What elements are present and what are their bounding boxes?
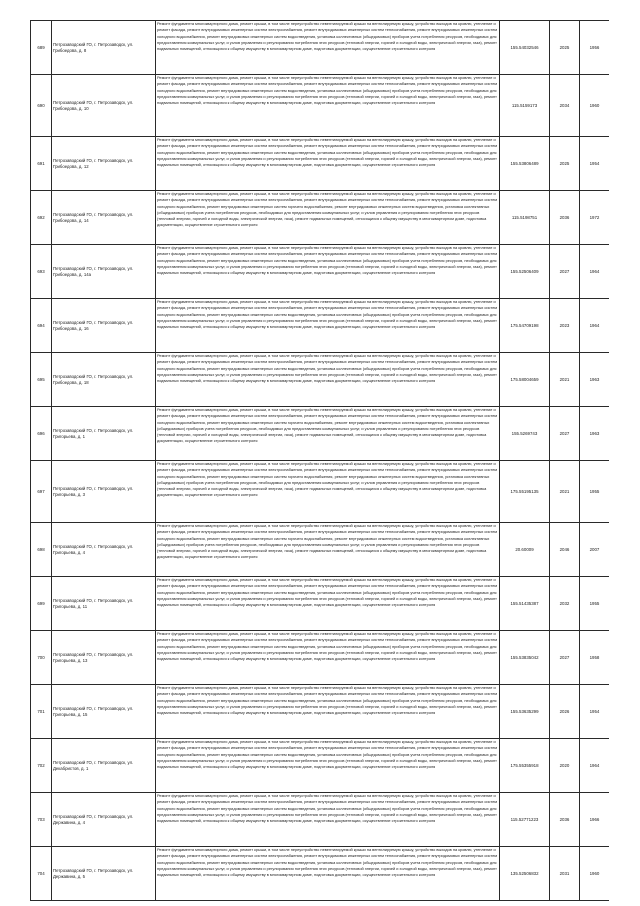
row-address: Петрозаводский ГО, г. Петрозаводск, ул. Григорьева, д. 13 bbox=[52, 631, 156, 685]
row-address: Петрозаводский ГО, г. Петрозаводск, ул. Державина, д. 5 bbox=[52, 847, 156, 901]
row-build-year: 1955 bbox=[580, 577, 610, 631]
table-row bbox=[31, 21, 610, 75]
row-build-year: 1954 bbox=[580, 685, 610, 739]
row-number: 695 bbox=[31, 353, 52, 407]
row-works-description: Ремонт фундамента многоквартирного дома, ремонт крыши, в том числе переустройство невентилируемой крыши на вентилируемую крышу, устройство выходов на кровлю, утепление и ремонт фасада, ремонт внутридомовых инженерных систем электроснабжения, ремонт внутридомовых инженерных систем теплоснабжения, ремонт внутридомовых инженерных систем холодного водоснабжения, ремонт внутридомовых инженерных систем водоотведения, установка коллективных (общедомовых) приборов учета потребления ресурсов, необходимых для предоставления коммунальных услуг, и узлов управления и регулирования потребления этих ресурсов (тепловой энергии, горячей и холодной воды, электрической энергии, газа), ремонт подвальных помещений, относящихся к общему имуществу в многоквартирном доме, подготовка документации, осуществление строительного контроля bbox=[156, 685, 500, 739]
row-number: 701 bbox=[31, 685, 52, 739]
row-planned-year: 2020 bbox=[550, 739, 580, 793]
row-planned-year: 2021 bbox=[550, 353, 580, 407]
row-build-year: 1966 bbox=[580, 793, 610, 847]
row-number: 702 bbox=[31, 739, 52, 793]
table-row bbox=[31, 407, 610, 461]
row-build-year: 1964 bbox=[580, 245, 610, 299]
table-row bbox=[31, 191, 610, 245]
row-works-description: Ремонт фундамента многоквартирного дома, ремонт крыши, в том числе переустройство невентилируемой крыши на вентилируемую крышу, устройство выходов на кровлю, утепление и ремонт фасада, ремонт внутридомовых инженерных систем электроснабжения, ремонт внутридомовых инженерных систем теплоснабжения, ремонт внутридомовых инженерных систем холодного водоснабжения, ремонт внутридомовых инженерных систем водоотведения, установка коллективных (общедомовых) приборов учета потребления ресурсов, необходимых для предоставления коммунальных услуг, и узлов управления и регулирования потребления этих ресурсов (тепловой энергии, горячей и холодной воды, электрической энергии, газа), ремонт подвальных помещений, относящихся к общему имуществу в многоквартирном доме, подготовка документации, осуществление строительного контроля bbox=[156, 299, 500, 353]
row-planned-year: 2027 bbox=[550, 631, 580, 685]
row-planned-year: 2046 bbox=[550, 523, 580, 577]
row-works-description: Ремонт фундамента многоквартирного дома, ремонт крыши, в том числе переустройство невентилируемой крыши на вентилируемую крышу, устройство выходов на кровлю, утепление и ремонт фасада, ремонт внутридомовых инженерных систем электроснабжения, ремонт внутридомовых инженерных систем теплоснабжения, ремонт внутридомовых инженерных систем холодного водоснабжения, ремонт внутридомовых инженерных систем водоотведения, установка коллективных (общедомовых) приборов учета потребления ресурсов, необходимых для предоставления коммунальных услуг, и узлов управления и регулирования потребления этих ресурсов (тепловой энергии, горячей и холодной воды, электрической энергии, газа), ремонт подвальных помещений, относящихся к общему имуществу в многоквартирном доме, подготовка документации, осуществление строительного контроля bbox=[156, 577, 500, 631]
row-address: Петрозаводский ГО, г. Петрозаводск, ул. Грибоедова, д. 12 bbox=[52, 137, 156, 191]
row-works-description: Ремонт фундамента многоквартирного дома, ремонт крыши, в том числе переустройство невентилируемой крыши на вентилируемую крышу, устройство выходов на кровлю, утепление и ремонт фасада, ремонт внутридомовых инженерных систем электроснабжения, ремонт внутридомовых инженерных систем теплоснабжения, ремонт внутридомовых инженерных систем холодного водоснабжения, ремонт внутридомовых инженерных систем водоотведения, установка коллективных (общедомовых) приборов учета потребления ресурсов, необходимых для предоставления коммунальных услуг, и узлов управления и регулирования потребления этих ресурсов (тепловой энергии, горячей и холодной воды, электрической энергии, газа), ремонт подвальных помещений, относящихся к общему имуществу в многоквартирном доме, подготовка документации, осуществление строительного контроля bbox=[156, 75, 500, 137]
row-address: Петрозаводский ГО, г. Петрозаводск, ул. Григорьева, д. 3 bbox=[52, 461, 156, 523]
row-works-description: Ремонт фундамента многоквартирного дома, ремонт крыши, в том числе переустройство невентилируемой крыши на вентилируемую крышу, устройство выходов на кровлю, утепление и ремонт фасада, ремонт внутридомовых инженерных систем электроснабжения, ремонт внутридомовых инженерных систем теплоснабжения, ремонт внутридомовых инженерных систем холодного водоснабжения, ремонт внутридомовых инженерных систем водоотведения, установка коллективных (общедомовых) приборов учета потребления ресурсов, необходимых для предоставления коммунальных услуг, и узлов управления и регулирования потребления этих ресурсов (тепловой энергии, горячей и холодной воды, электрической энергии, газа), ремонт подвальных помещений, относящихся к общему имуществу в многоквартирном доме, подготовка документации, осуществление строительного контроля bbox=[156, 739, 500, 793]
row-works-description: Ремонт фундамента многоквартирного дома, ремонт крыши, в том числе переустройство невентилируемой крыши на вентилируемую крышу, устройство выходов на кровлю, утепление и ремонт фасада, ремонт внутридомовых инженерных систем электроснабжения, ремонт внутридомовых инженерных систем теплоснабжения, ремонт внутридомовых инженерных систем холодного водоснабжения, ремонт внутридомовых инженерных систем горячего водоснабжения, ремонт внутридомовых инженерных систем водоотведения, установка коллективных (общедомовых) приборов учета потребления ресурсов, необходимых для предоставления коммунальных услуг, и узлов управления и регулирования потребления этих ресурсов (тепловой энергии, горячей и холодной воды, электрической энергии, газа), ремонт подвальных помещений, относящихся к общему имуществу в многоквартирном доме, подготовка документации, осуществление строительного контроля bbox=[156, 461, 500, 523]
row-works-description: Ремонт фундамента многоквартирного дома, ремонт крыши, в том числе переустройство невентилируемой крыши на вентилируемую крышу, устройство выходов на кровлю, утепление и ремонт фасада, ремонт внутридомовых инженерных систем электроснабжения, ремонт внутридомовых инженерных систем теплоснабжения, ремонт внутридомовых инженерных систем холодного водоснабжения, ремонт внутридомовых инженерных систем водоотведения, установка коллективных (общедомовых) приборов учета потребления ресурсов, необходимых для предоставления коммунальных услуг, и узлов управления и регулирования потребления этих ресурсов (тепловой энергии, горячей и холодной воды, электрической энергии, газа), ремонт подвальных помещений, относящихся к общему имуществу в многоквартирном доме, подготовка документации, осуществление строительного контроля bbox=[156, 245, 500, 299]
row-works-description: Ремонт фундамента многоквартирного дома, ремонт крыши, в том числе переустройство невентилируемой крыши на вентилируемую крышу, устройство выходов на кровлю, утепление и ремонт фасада, ремонт внутридомовых инженерных систем электроснабжения, ремонт внутридомовых инженерных систем теплоснабжения, ремонт внутридомовых инженерных систем холодного водоснабжения, ремонт внутридомовых инженерных систем водоотведения, установка коллективных (общедомовых) приборов учета потребления ресурсов, необходимых для предоставления коммунальных услуг, и узлов управления и регулирования потребления этих ресурсов (тепловой энергии, горячей и холодной воды, электрической энергии, газа), ремонт подвальных помещений, относящихся к общему имуществу в многоквартирном доме, подготовка документации, осуществление строительного контроля bbox=[156, 631, 500, 685]
row-cost: 155.5269743 bbox=[500, 407, 550, 461]
row-cost: 155.51435387 bbox=[500, 577, 550, 631]
table-row bbox=[31, 299, 610, 353]
row-planned-year: 2021 bbox=[550, 461, 580, 523]
row-address: Петрозаводский ГО, г. Петрозаводск, ул. Грибоедова, д. 14 bbox=[52, 191, 156, 245]
row-planned-year: 2031 bbox=[550, 847, 580, 901]
row-number: 694 bbox=[31, 299, 52, 353]
row-planned-year: 2025 bbox=[550, 137, 580, 191]
row-works-description: Ремонт фундамента многоквартирного дома, ремонт крыши, в том числе переустройство невентилируемой крыши на вентилируемую крышу, устройство выходов на кровлю, утепление и ремонт фасада, ремонт внутридомовых инженерных систем электроснабжения, ремонт внутридомовых инженерных систем теплоснабжения, ремонт внутридомовых инженерных систем холодного водоснабжения, ремонт внутридомовых инженерных систем водоотведения, установка коллективных (общедомовых) приборов учета потребления ресурсов, необходимых для предоставления коммунальных услуг, и узлов управления и регулирования потребления этих ресурсов (тепловой энергии, горячей и холодной воды, электрической энергии, газа), ремонт подвальных помещений, относящихся к общему имуществу в многоквартирном доме, подготовка документации, осуществление строительного контроля bbox=[156, 21, 500, 75]
row-number: 703 bbox=[31, 793, 52, 847]
row-build-year: 1960 bbox=[580, 75, 610, 137]
row-address: Петрозаводский ГО, г. Петрозаводск, ул. Державина, д. 4 bbox=[52, 793, 156, 847]
table-row bbox=[31, 137, 610, 191]
row-build-year: 2007 bbox=[580, 523, 610, 577]
row-cost: 155.53835042 bbox=[500, 631, 550, 685]
row-address: Петрозаводский ГО, г. Петрозаводск, ул. Грибоедова, д. 16 bbox=[52, 299, 156, 353]
row-cost: 175.58004659 bbox=[500, 353, 550, 407]
row-planned-year: 2032 bbox=[550, 577, 580, 631]
row-cost: 115.52771223 bbox=[500, 793, 550, 847]
row-build-year: 1958 bbox=[580, 631, 610, 685]
row-build-year: 1963 bbox=[580, 353, 610, 407]
row-build-year: 1954 bbox=[580, 137, 610, 191]
table-row bbox=[31, 245, 610, 299]
row-works-description: Ремонт фундамента многоквартирного дома, ремонт крыши, в том числе переустройство невентилируемой крыши на вентилируемую крышу, устройство выходов на кровлю, утепление и ремонт фасада, ремонт внутридомовых инженерных систем электроснабжения, ремонт внутридомовых инженерных систем теплоснабжения, ремонт внутридомовых инженерных систем холодного водоснабжения, ремонт внутридомовых инженерных систем водоотведения, установка коллективных (общедомовых) приборов учета потребления ресурсов, необходимых для предоставления коммунальных услуг, и узлов управления и регулирования потребления этих ресурсов (тепловой энергии, горячей и холодной воды, электрической энергии, газа), ремонт подвальных помещений, относящихся к общему имуществу в многоквартирном доме, подготовка документации, осуществление строительного контроля bbox=[156, 793, 500, 847]
repair-program-table bbox=[30, 20, 609, 901]
row-works-description: Ремонт фундамента многоквартирного дома, ремонт крыши, в том числе переустройство невентилируемой крыши на вентилируемую крышу, устройство выходов на кровлю, утепление и ремонт фасада, ремонт внутридомовых инженерных систем электроснабжения, ремонт внутридомовых инженерных систем теплоснабжения, ремонт внутридомовых инженерных систем холодного водоснабжения, ремонт внутридомовых инженерных систем водоотведения, установка коллективных (общедомовых) приборов учета потребления ресурсов, необходимых для предоставления коммунальных услуг, и узлов управления и регулирования потребления этих ресурсов (тепловой энергии, горячей и холодной воды, электрической энергии, газа), ремонт подвальных помещений, относящихся к общему имуществу в многоквартирном доме, подготовка документации, осуществление строительного контроля bbox=[156, 353, 500, 407]
row-number: 692 bbox=[31, 191, 52, 245]
table-row bbox=[31, 739, 610, 793]
document-page bbox=[30, 20, 609, 906]
row-build-year: 1963 bbox=[580, 407, 610, 461]
row-address: Петрозаводский ГО, г. Петрозаводск, ул. Григорьева, д. 1 bbox=[52, 407, 156, 461]
row-planned-year: 2025 bbox=[550, 21, 580, 75]
row-number: 693 bbox=[31, 245, 52, 299]
table-row bbox=[31, 685, 610, 739]
row-address: Петрозаводский ГО, г. Петрозаводск, ул. Грибоедова, д. 14а bbox=[52, 245, 156, 299]
row-address: Петрозаводский ГО, г. Петрозаводск, ул. Грибоедова, д. 10 bbox=[52, 75, 156, 137]
row-cost: 175.55195135 bbox=[500, 461, 550, 523]
row-address: Петрозаводский ГО, г. Петрозаводск, ул. Григорьева, д. 4 bbox=[52, 523, 156, 577]
row-planned-year: 2027 bbox=[550, 245, 580, 299]
row-build-year: 1964 bbox=[580, 299, 610, 353]
table-row bbox=[31, 75, 610, 137]
row-build-year: 1972 bbox=[580, 191, 610, 245]
row-build-year: 1956 bbox=[580, 21, 610, 75]
row-cost: 135.52506832 bbox=[500, 847, 550, 901]
row-works-description: Ремонт фундамента многоквартирного дома, ремонт крыши, в том числе переустройство невентилируемой крыши на вентилируемую крышу, устройство выходов на кровлю, утепление и ремонт фасада, ремонт внутридомовых инженерных систем электроснабжения, ремонт внутридомовых инженерных систем теплоснабжения, ремонт внутридомовых инженерных систем холодного водоснабжения, ремонт внутридомовых инженерных систем горячего водоснабжения, ремонт внутридомовых инженерных систем водоотведения, установка коллективных (общедомовых) приборов учета потребления ресурсов, необходимых для предоставления коммунальных услуг, и узлов управления и регулирования потребления этих ресурсов (тепловой энергии, горячей и холодной воды, электрической энергии, газа), ремонт подвальных помещений, относящихся к общему имуществу в многоквартирном доме, подготовка документации, осуществление строительного контроля bbox=[156, 191, 500, 245]
row-works-description: Ремонт фундамента многоквартирного дома, ремонт крыши, в том числе переустройство невентилируемой крыши на вентилируемую крышу, устройство выходов на кровлю, утепление и ремонт фасада, ремонт внутридомовых инженерных систем электроснабжения, ремонт внутридомовых инженерных систем теплоснабжения, ремонт внутридомовых инженерных систем холодного водоснабжения, ремонт внутридомовых инженерных систем водоотведения, установка коллективных (общедомовых) приборов учета потребления ресурсов, необходимых для предоставления коммунальных услуг, и узлов управления и регулирования потребления этих ресурсов (тепловой энергии, горячей и холодной воды, электрической энергии, газа), ремонт подвальных помещений, относящихся к общему имуществу в многоквартирном доме, подготовка документации, осуществление строительного контроля bbox=[156, 847, 500, 901]
row-number: 698 bbox=[31, 523, 52, 577]
table-row bbox=[31, 523, 610, 577]
row-planned-year: 2023 bbox=[550, 299, 580, 353]
row-planned-year: 2036 bbox=[550, 793, 580, 847]
row-number: 690 bbox=[31, 75, 52, 137]
row-planned-year: 2036 bbox=[550, 191, 580, 245]
row-planned-year: 2026 bbox=[550, 685, 580, 739]
table-body bbox=[31, 21, 610, 901]
row-cost: 155.54032546 bbox=[500, 21, 550, 75]
table-row bbox=[31, 793, 610, 847]
row-number: 700 bbox=[31, 631, 52, 685]
row-address: Петрозаводский ГО, г. Петрозаводск, ул. Грибоедова, д. 18 bbox=[52, 353, 156, 407]
row-number: 699 bbox=[31, 577, 52, 631]
row-address: Петрозаводский ГО, г. Петрозаводск, ул. Грибоедова, д. 8 bbox=[52, 21, 156, 75]
table-row bbox=[31, 847, 610, 901]
table-row bbox=[31, 353, 610, 407]
row-cost: 175.55355918 bbox=[500, 739, 550, 793]
row-number: 704 bbox=[31, 847, 52, 901]
row-build-year: 1964 bbox=[580, 739, 610, 793]
row-build-year: 1960 bbox=[580, 847, 610, 901]
row-works-description: Ремонт фундамента многоквартирного дома, ремонт крыши, в том числе переустройство невентилируемой крыши на вентилируемую крышу, устройство выходов на кровлю, утепление и ремонт фасада, ремонт внутридомовых инженерных систем электроснабжения, ремонт внутридомовых инженерных систем теплоснабжения, ремонт внутридомовых инженерных систем холодного водоснабжения, ремонт внутридомовых инженерных систем горячего водоснабжения, ремонт внутридомовых инженерных систем водоотведения, установка коллективных (общедомовых) приборов учета потребления ресурсов, необходимых для предоставления коммунальных услуг, и узлов управления и регулирования потребления этих ресурсов (тепловой энергии, горячей и холодной воды, электрической энергии, газа), ремонт подвальных помещений, относящихся к общему имуществу в многоквартирном доме, подготовка документации, осуществление строительного контроля bbox=[156, 407, 500, 461]
row-cost: 20.60009 bbox=[500, 523, 550, 577]
row-cost: 155.52506409 bbox=[500, 245, 550, 299]
row-planned-year: 2034 bbox=[550, 75, 580, 137]
row-address: Петрозаводский ГО, г. Петрозаводск, ул. Декабристов, д. 1 bbox=[52, 739, 156, 793]
row-address: Петрозаводский ГО, г. Петрозаводск, ул. Григорьева, д. 15 bbox=[52, 685, 156, 739]
row-address: Петрозаводский ГО, г. Петрозаводск, ул. Григорьева, д. 11 bbox=[52, 577, 156, 631]
row-cost: 115.5198751 bbox=[500, 191, 550, 245]
row-works-description: Ремонт фундамента многоквартирного дома, ремонт крыши, в том числе переустройство невентилируемой крыши на вентилируемую крышу, устройство выходов на кровлю, утепление и ремонт фасада, ремонт внутридомовых инженерных систем электроснабжения, ремонт внутридомовых инженерных систем теплоснабжения, ремонт внутридомовых инженерных систем холодного водоснабжения, ремонт внутридомовых инженерных систем горячего водоснабжения, ремонт внутридомовых инженерных систем водоотведения, установка коллективных (общедомовых) приборов учета потребления ресурсов, необходимых для предоставления коммунальных услуг, и узлов управления и регулирования потребления этих ресурсов (тепловой энергии, горячей и холодной воды, электрической энергии, газа), ремонт подвальных помещений, относящихся к общему имуществу в многоквартирном доме, подготовка документации, осуществление строительного контроля bbox=[156, 523, 500, 577]
row-cost: 155.53635299 bbox=[500, 685, 550, 739]
row-number: 697 bbox=[31, 461, 52, 523]
row-cost: 175.54709198 bbox=[500, 299, 550, 353]
row-number: 696 bbox=[31, 407, 52, 461]
row-works-description: Ремонт фундамента многоквартирного дома, ремонт крыши, в том числе переустройство невентилируемой крыши на вентилируемую крышу, устройство выходов на кровлю, утепление и ремонт фасада, ремонт внутридомовых инженерных систем электроснабжения, ремонт внутридомовых инженерных систем теплоснабжения, ремонт внутридомовых инженерных систем холодного водоснабжения, ремонт внутридомовых инженерных систем водоотведения, установка коллективных (общедомовых) приборов учета потребления ресурсов, необходимых для предоставления коммунальных услуг, и узлов управления и регулирования потребления этих ресурсов (тепловой энергии, горячей и холодной воды, электрической энергии, газа), ремонт подвальных помещений, относящихся к общему имуществу в многоквартирном доме, подготовка документации, осуществление строительного контроля bbox=[156, 137, 500, 191]
table-row bbox=[31, 577, 610, 631]
row-number: 691 bbox=[31, 137, 52, 191]
row-cost: 115.5159173 bbox=[500, 75, 550, 137]
table-row bbox=[31, 631, 610, 685]
row-build-year: 1955 bbox=[580, 461, 610, 523]
row-planned-year: 2027 bbox=[550, 407, 580, 461]
table-row bbox=[31, 461, 610, 523]
row-number: 689 bbox=[31, 21, 52, 75]
row-cost: 155.53806489 bbox=[500, 137, 550, 191]
